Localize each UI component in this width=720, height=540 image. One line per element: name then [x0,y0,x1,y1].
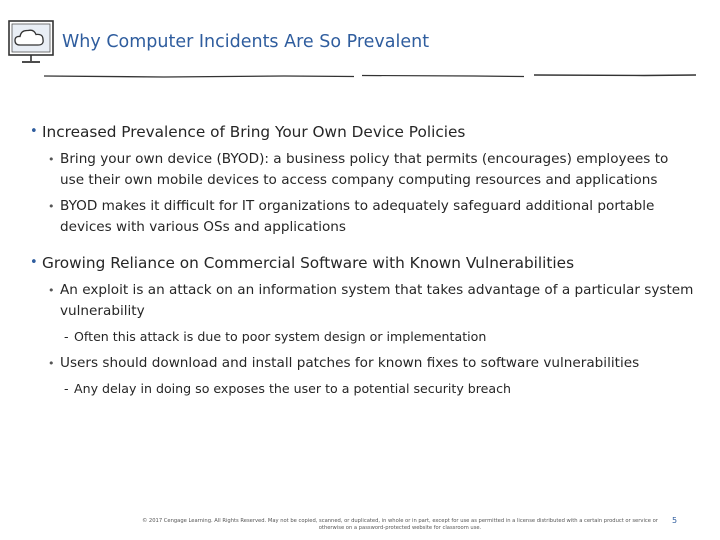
bullet-marker: • [30,124,38,139]
bullet-level2 [48,196,696,238]
bullet-text: Growing Reliance on Commercial Software with Known Vulnerabilities [42,254,575,272]
bullet-text: Bring your own device (BYOD): a business policy that permits (encourages) employees to use their own mobile devices to access company computing resources and applications [60,151,669,188]
dash-marker: - [64,381,69,396]
bullet-marker: • [48,284,55,297]
bullet-marker: • [30,255,38,270]
bullet-level2 [48,353,696,374]
slide-title: Why Computer Incidents Are So Prevalent [62,32,430,52]
bullet-marker: • [48,153,55,166]
bullet-text: BYOD makes it difficult for IT organizations to adequately safeguard additional portable devices with various OSs and applications [60,198,655,235]
dash-marker: - [64,329,69,344]
bullet-marker: • [48,357,55,370]
bullet-level2 [48,280,696,322]
bullet-text: Increased Prevalence of Bring Your Own Device Policies [42,123,466,141]
monitor-cloud-icon [6,18,56,72]
copyright-footer: © 2017 Cengage Learning. All Rights Reserved. May not be copied, scanned, or duplicated, in whole or in part, except for use as permitted in a license distributed with a certain product or service or otherwise on a password-protected website for classroom use. [142,518,658,531]
bullet-level2 [48,149,696,191]
bullet-level1 [30,121,710,143]
bullet-text: Often this attack is due to poor system design or implementation [74,329,487,344]
page-number: 5 [672,516,678,525]
bullet-marker: • [48,200,55,213]
title-underline [44,70,696,82]
bullet-text: Users should download and install patches for known fixes to software vulnerabilities [60,355,640,371]
bullet-level1 [30,252,710,274]
bullet-level3 [64,379,710,398]
bullet-level3 [64,327,710,346]
bullet-text: Any delay in doing so exposes the user to a potential security breach [74,381,512,396]
bullet-text: An exploit is an attack on an information system that takes advantage of a particular system vulnerability [60,282,694,319]
slide-content [30,121,710,405]
